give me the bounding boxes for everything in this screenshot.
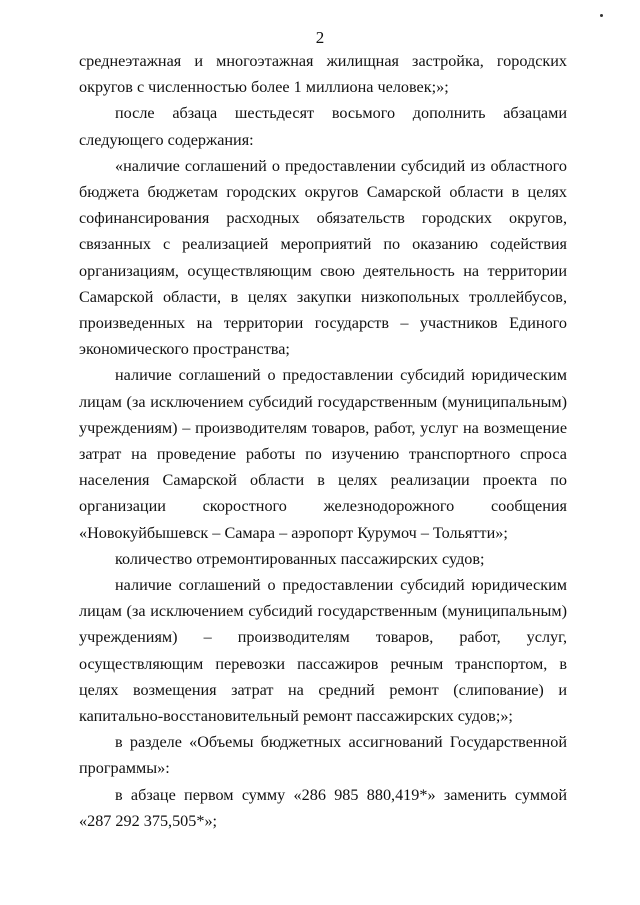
scan-dot-mark: [600, 14, 603, 17]
paragraph-repaired-vessels: количество отремонтированных пассажирских судов;: [115, 549, 485, 568]
paragraph-railway-study-subsidies: наличие соглашений о предоставлении субсидий юридическим лицам (за исключением субсидий государственным (муниципальным) учреждениям) – производителям товаров, работ, услуг на возмещение затрат на проведение работы по изучению транспортного спроса населения Самарской области в целях реализации проекта по организации скоростного железнодорожного сообщения «Новокуйбышевск – Самара – аэропорт Курумоч – Тольятти»;: [79, 366, 567, 542]
paragraph-trolleybus-subsidies: «наличие соглашений о предоставлении субсидий из областного бюджета бюджетам городских округов Самарской области в целях софинансирования расходных обязательств городских округов, связанных с реализацией мероприятий по оказанию содействия организациям, осуществляющим свою деятельность на территории Самарской области, в целях закупки низкопольных троллейбусов, произведенных на территории государств – участников Единого экономического пространства;: [79, 156, 567, 359]
paragraph-amendment-intro: после абзаца шестьдесят восьмого дополнить абзацами следующего содержания:: [79, 104, 567, 149]
page-number: 2: [315, 28, 325, 47]
document-body: [79, 48, 567, 834]
paragraph-sum-replacement: в абзаце первом сумму «286 985 880,419*» заменить суммой «287 292 375,505*»;: [79, 785, 567, 830]
paragraph-continuation: среднеэтажная и многоэтажная жилищная застройка, городских округов с численностью более 1 миллиона человек;»;: [79, 52, 567, 97]
paragraph-budget-section: в разделе «Объемы бюджетных ассигнований Государственной программы»:: [79, 733, 567, 778]
paragraph-river-transport-subsidies: наличие соглашений о предоставлении субсидий юридическим лицам (за исключением субсидий государственным (муниципальным) учреждениям) – производителям товаров, работ, услуг, осуществляющим перевозки пассажиров речным транспортом, в целях возмещения затрат на средний ремонт (слипование) и капитально-восстановительный ремонт пассажирских судов;»;: [79, 576, 567, 726]
